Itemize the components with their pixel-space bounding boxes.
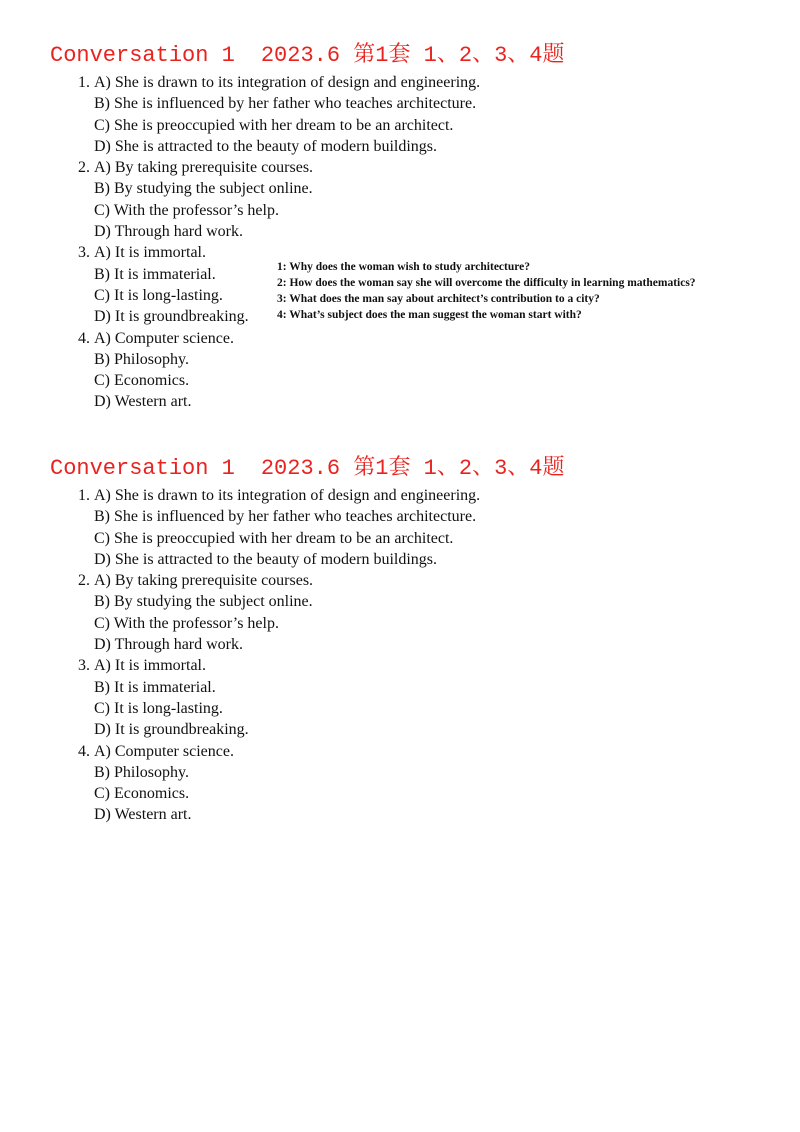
question-number: 1. (78, 487, 90, 504)
question-4-option-a: 4. A) Computer science. (78, 741, 480, 762)
question-1-option-a: 1. A) She is drawn to its integration of design and engineering. (78, 485, 480, 506)
question-1-option-d: D) She is attracted to the beauty of modern buildings. (94, 137, 438, 155)
question-number: 4. (78, 329, 90, 347)
question-4-option-d: D) Western art. (94, 806, 192, 824)
question-4-option-c: C) Economics. (94, 785, 190, 803)
question-1-option-a: 1. A) She is drawn to its integration of design and engineering. (78, 72, 480, 93)
question-number: 2. (78, 572, 90, 590)
question-4-option-b: B) Philosophy. (94, 350, 189, 368)
question-4-option-b: B) Philosophy. (94, 763, 189, 781)
note-4: 4: What’s subject does the man suggest the woman start with? (277, 309, 582, 321)
question-2-option-b: B) By studying the subject online. (94, 593, 313, 611)
question-number: 4. (78, 742, 90, 760)
question-1-option-c: C) She is preoccupied with her dream to be an architect. (94, 529, 454, 547)
question-3-option-b: B) It is immaterial. (94, 265, 216, 283)
question-list (78, 485, 480, 826)
question-4-option-d: D) Western art. (94, 393, 192, 411)
question-2-option-a: 2. A) By taking prerequisite courses. (78, 157, 480, 178)
question-3-option-a: 3. A) It is immortal. (78, 242, 480, 263)
conversation-title-right: 2023.6 第1套 1、2、3、4题 (260, 456, 565, 481)
question-3-option-d: D) It is groundbreaking. (94, 308, 249, 326)
conversation-title-right: 2023.6 第1套 1、2、3、4题 (260, 43, 565, 68)
question-list (78, 72, 480, 413)
question-3-option-c: C) It is long-lasting. (94, 286, 223, 304)
question-3-option-b: B) It is immaterial. (94, 678, 216, 696)
question-1-option-c: C) She is preoccupied with her dream to be an architect. (94, 116, 454, 134)
question-number: 1. (78, 74, 90, 91)
note-2: 2: How does the woman say she will overcome the difficulty in learning mathematics? (277, 277, 696, 289)
question-notes (277, 259, 697, 323)
question-2-option-a: 2. A) By taking prerequisite courses. (78, 570, 480, 591)
question-2-option-d: D) Through hard work. (94, 636, 244, 654)
question-2-option-b: B) By studying the subject online. (94, 180, 313, 198)
question-number: 3. (78, 244, 90, 262)
note-1: 1: Why does the woman wish to study architecture? (277, 261, 531, 273)
note-3: 3: What does the man say about architect’s contribution to a city? (277, 293, 600, 305)
question-4-option-a: 4. A) Computer science. (78, 328, 480, 349)
question-2-option-c: C) With the professor’s help. (94, 201, 279, 219)
question-2-option-d: D) Through hard work. (94, 223, 244, 241)
question-1-option-b: B) She is influenced by her father who teaches architecture. (94, 508, 477, 526)
question-4-option-c: C) Economics. (94, 372, 190, 390)
question-3-option-d: D) It is groundbreaking. (94, 721, 249, 739)
question-2-option-c: C) With the professor’s help. (94, 614, 279, 632)
question-number: 2. (78, 159, 90, 177)
conversation-title-left: Conversation 1 (50, 43, 235, 68)
question-1-option-b: B) She is influenced by her father who teaches architecture. (94, 95, 477, 113)
question-3-option-a: 3. A) It is immortal. (78, 655, 480, 676)
question-3-option-c: C) It is long-lasting. (94, 699, 223, 717)
conversation-title (50, 42, 564, 70)
conversation-title-left: Conversation 1 (50, 456, 235, 481)
question-number: 3. (78, 657, 90, 675)
conversation-title (50, 455, 564, 483)
question-1-option-d: D) She is attracted to the beauty of modern buildings. (94, 550, 438, 568)
